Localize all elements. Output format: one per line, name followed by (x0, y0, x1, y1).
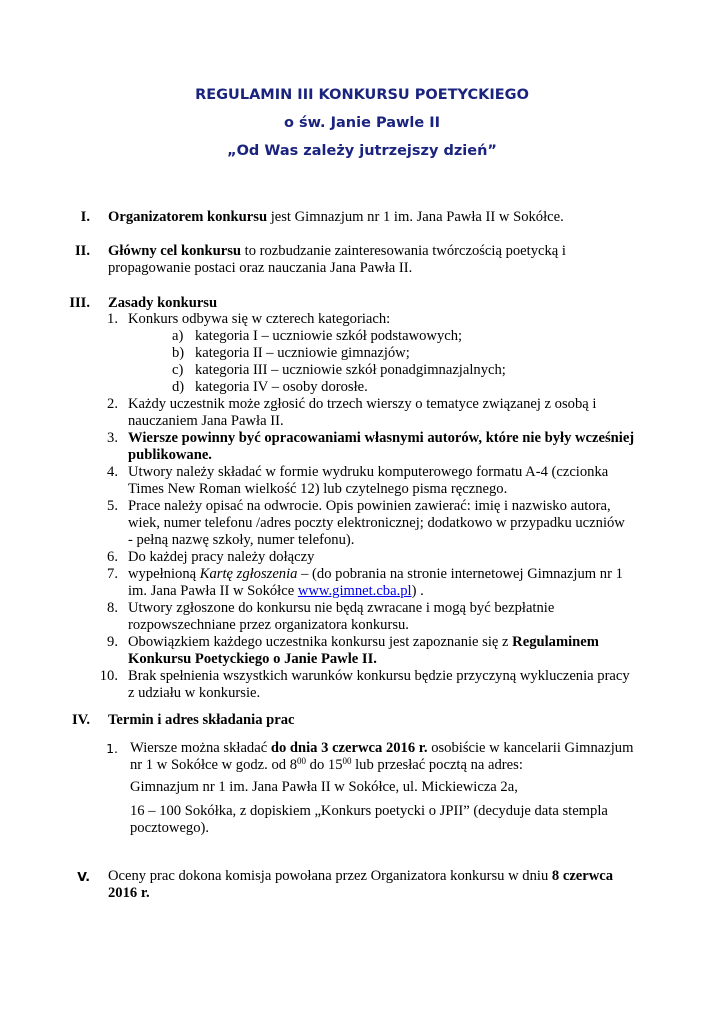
rule-8-line-1: Utwory zgłoszone do konkursu nie będą zwracane i mogą być bezpłatnie (128, 600, 555, 616)
rule-6-number: 6. (107, 549, 118, 565)
section-1-bold: Organizatorem konkursu (108, 209, 268, 225)
address-line-1: Gimnazjum nr 1 im. Jana Pawła II w Sokółce, ul. Mickiewicza 2a, (130, 779, 518, 795)
title-line-2: o św. Janie Pawle II (283, 115, 441, 131)
deadline-post: osobiście w kancelarii Gimnazjum (427, 740, 634, 756)
evaluation-date-part-2: 2016 r. (108, 885, 150, 901)
address-line-3: pocztowego). (130, 820, 210, 836)
deadline-date: do dnia 3 czerwca 2016 r. (270, 740, 428, 756)
deadline-line-2 (130, 757, 523, 774)
section-2-number: II. (74, 243, 90, 259)
category-label: c) (172, 362, 184, 378)
rule-7-line-2-post: ) . (411, 583, 424, 599)
rule-2-number: 2. (107, 396, 118, 412)
section-4-number: IV. (72, 712, 90, 728)
rule-5-line-2: wiek, numer telefonu /adres poczty elektronicznej; dodatkowo w przypadku uczniów (128, 515, 625, 531)
evaluation-date-part-1: 8 czerwca (551, 868, 614, 884)
section-3-heading: Zasady konkursu (108, 295, 218, 311)
rule-7-number: 7. (107, 566, 118, 582)
rule-4-number: 4. (107, 464, 118, 480)
rule-10-line-2: z udziału w konkursie. (128, 685, 261, 701)
rule-5-line-1: Prace należy opisać na odwrocie. Opis powinien zawierać: imię i nazwisko autora, (128, 498, 611, 514)
section-2-body: to rozbudzanie zainteresowania twórczością poetycką i (241, 243, 566, 259)
hours-pre: nr 1 w Sokółce w godz. od 8 (130, 757, 297, 773)
rule-5-line-3: - pełną nazwę szkoły, numer telefonu). (128, 532, 355, 548)
rule-7-pre: wypełnioną (128, 566, 200, 582)
school-website-link[interactable]: www.gimnet.cba.pl (297, 583, 412, 599)
rule-9-line-1 (128, 634, 599, 651)
deadline-line-1 (130, 740, 633, 757)
rule-6-text: Do każdej pracy należy dołączy (128, 549, 315, 565)
section-3-number: III. (69, 295, 90, 311)
deadline-item-number: 1. (106, 741, 118, 756)
section-4-heading: Termin i adres składania prac (108, 712, 295, 728)
section-2-bold: Główny cel konkursu (108, 243, 241, 259)
section-1-number: I. (80, 209, 90, 225)
title-line-1: REGULAMIN III KONKURSU POETYCKIEGO (195, 87, 529, 103)
hours-start-minutes: 00 (297, 756, 306, 766)
rule-1-text: Konkurs odbywa się w czterech kategoriach: (128, 311, 391, 327)
rule-2-line-2: nauczaniem Jana Pawła II. (128, 413, 284, 429)
category-label: a) (172, 328, 184, 344)
category-text: kategoria II – uczniowie gimnazjów; (195, 345, 410, 361)
hours-end-minutes: 00 (342, 756, 352, 766)
section-2-line-1 (108, 243, 566, 260)
rule-10-number: 10. (99, 668, 118, 684)
section-5-number: V. (77, 869, 90, 884)
section-2-line-2: propagowanie postaci oraz nauczania Jana Pawła II. (108, 260, 413, 276)
address-line-2: 16 – 100 Sokółka, z dopiskiem „Konkurs poetycki o JPII” (decyduje data stempla (130, 803, 608, 819)
rule-4-line-2: Times New Roman wielkość 12) lub czytelnego pisma ręcznego. (128, 481, 508, 497)
rule-7-mid: – (do pobrania na stronie internetowej Gimnazjum nr 1 (297, 566, 623, 582)
rule-5-number: 5. (107, 498, 118, 514)
section-5-line-1 (108, 868, 613, 885)
rule-3-number: 3. (107, 430, 118, 446)
section-1-text (108, 209, 564, 226)
category-text: kategoria III – uczniowie szkół ponadgimnazjalnych; (195, 362, 506, 378)
rule-7-line-1 (128, 566, 623, 583)
rule-8-line-2: rozpowszechniane przez organizatora konkursu. (128, 617, 409, 633)
category-label: d) (172, 379, 185, 395)
category-label: b) (172, 345, 185, 361)
hours-post: lub przesłać pocztą na adres: (351, 757, 523, 773)
rule-2-line-1: Każdy uczestnik może zgłosić do trzech wierszy o tematyce związanej z osobą i (128, 396, 597, 412)
rule-8-number: 8. (107, 600, 118, 616)
title-line-3: „Od Was zależy jutrzejszy dzień” (227, 143, 497, 159)
category-text: kategoria IV – osoby dorosłe. (195, 379, 368, 395)
rule-3-line-1: Wiersze powinny być opracowaniami własnymi autorów, które nie były wcześniej (128, 430, 635, 446)
rule-7-italic: Kartę zgłoszenia (199, 566, 298, 582)
rule-9-number: 9. (107, 634, 118, 650)
hours-mid: do 15 (306, 757, 343, 773)
rule-10-line-1: Brak spełnienia wszystkich warunków konkursu będzie przyczyną wykluczenia pracy (128, 668, 630, 684)
rule-9-line-2: Konkursu Poetyckiego o Janie Pawle II. (128, 651, 377, 667)
category-text: kategoria I – uczniowie szkół podstawowych; (195, 328, 463, 344)
deadline-pre: Wiersze można składać (130, 740, 271, 756)
section-5-text: Oceny prac dokona komisja powołana przez Organizatora konkursu w dniu (108, 868, 552, 884)
rule-4-line-1: Utwory należy składać w formie wydruku komputerowego formatu A-4 (czcionka (128, 464, 609, 480)
rule-1-number: 1. (107, 311, 118, 327)
rule-7-line-2 (128, 583, 424, 600)
rule-3-line-2: publikowane. (128, 447, 212, 463)
rule-9-pre: Obowiązkiem każdego uczestnika konkursu jest zapoznanie się z (128, 634, 513, 650)
rule-9-bold: Regulaminem (512, 634, 599, 650)
section-1-body: jest Gimnazjum nr 1 im. Jana Pawła II w Sokółce. (267, 209, 564, 225)
rule-7-line-2-pre: im. Jana Pawła II w Sokółce (128, 583, 298, 599)
